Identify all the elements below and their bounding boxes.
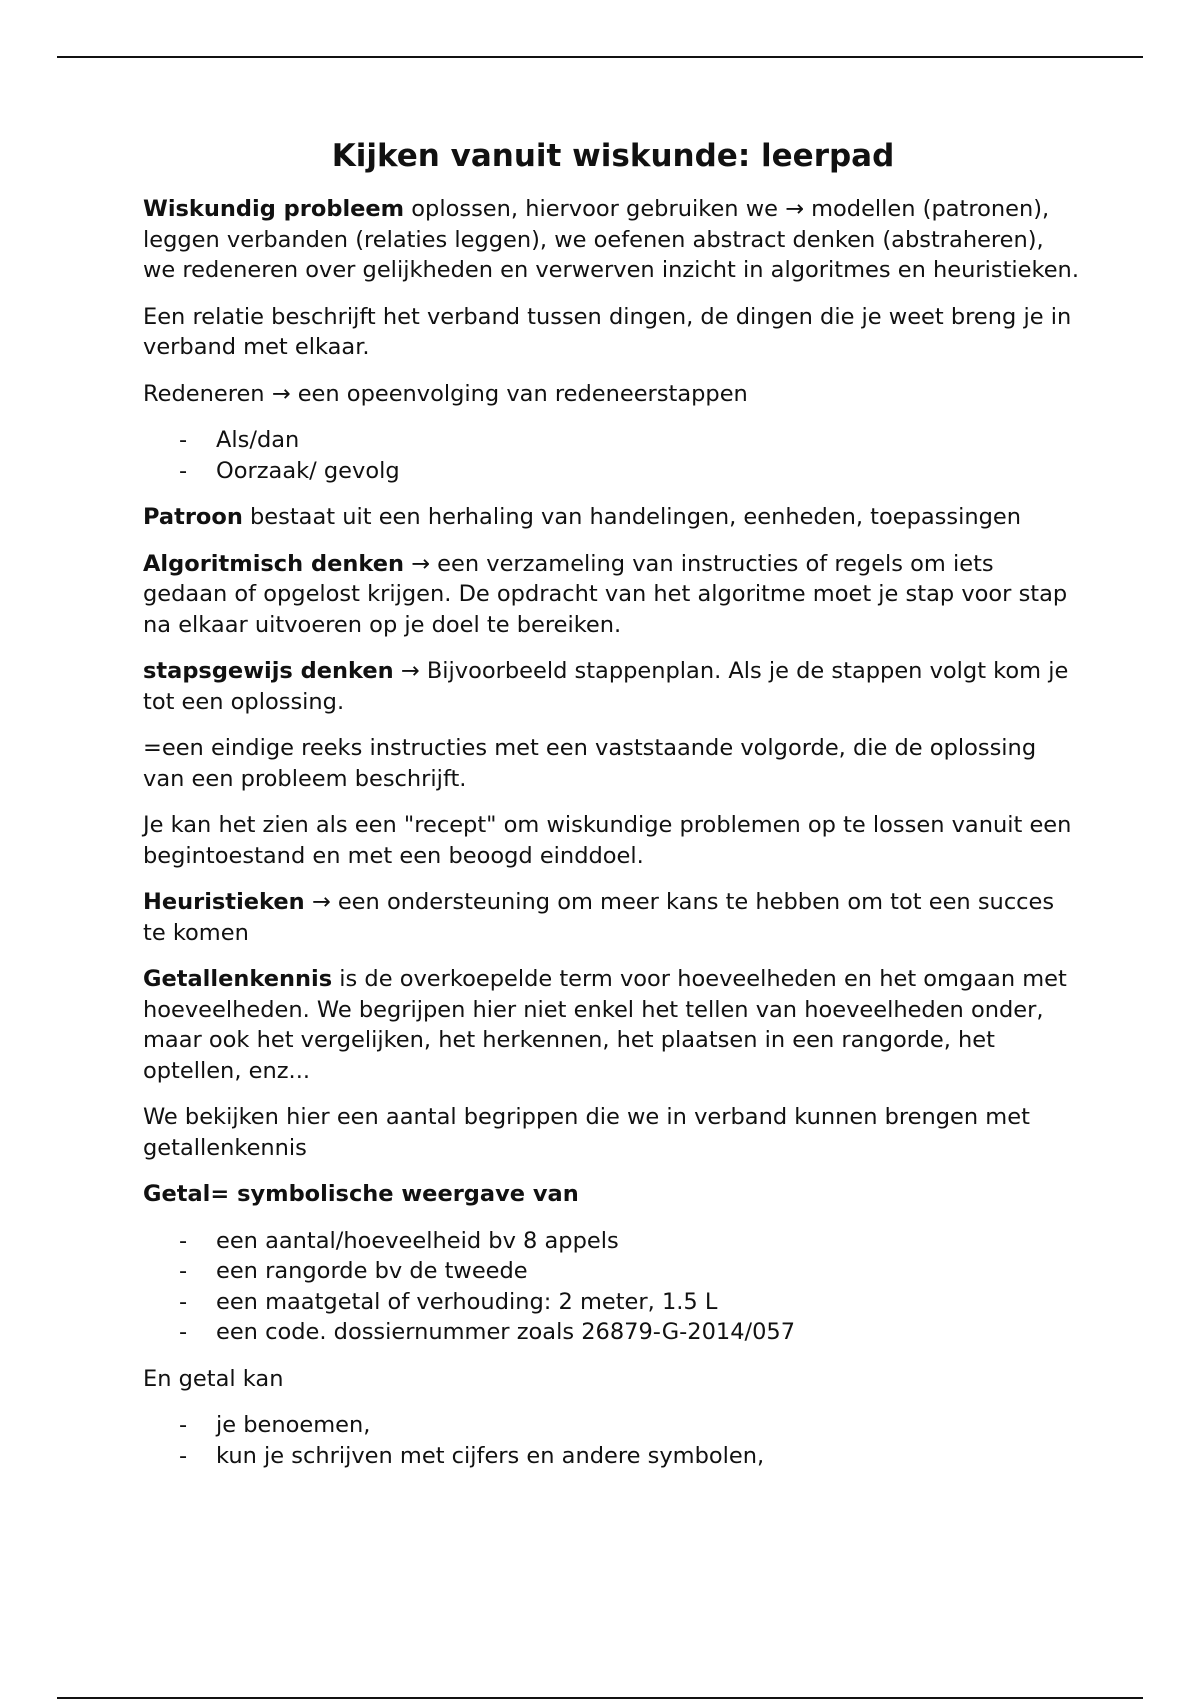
- bullet-dash: -: [179, 427, 188, 453]
- term-wiskundig-probleem: Wiskundig probleem: [143, 196, 405, 222]
- list-redeneren: [143, 425, 1083, 486]
- paragraph-redeneren: Redeneren → een opeenvolging van redeneerstappen: [143, 380, 748, 407]
- paragraph-recept: Je kan het zien als een "recept" om wiskundige problemen op te lossen vanuit een begintoestand en met een beoogd einddoel.: [143, 812, 1072, 869]
- list-item: [143, 1410, 1083, 1441]
- paragraph-wiskundig-probleem: [143, 194, 1083, 286]
- bullet-dash: -: [179, 1442, 188, 1469]
- paragraph-eindige-reeks: =een eindige reeks instructies met een vaststaande volgorde, die de oplossing van een probleem beschrijft.: [143, 735, 1037, 792]
- list-item: [143, 1226, 1083, 1257]
- term-getal: Getal= symbolische weergave van: [143, 1181, 579, 1207]
- term-stapsgewijs-denken: stapsgewijs denken: [143, 658, 394, 684]
- list-item: [143, 1287, 1083, 1318]
- term-heuristieken: Heuristieken: [143, 889, 305, 915]
- bottom-rule: [57, 1697, 1143, 1699]
- list-item-text: Als/dan: [216, 427, 300, 453]
- page-title: Kijken vanuit wiskunde: leerpad: [331, 138, 895, 174]
- paragraph-patroon: [143, 502, 1083, 533]
- list-item-text: je benoemen,: [216, 1412, 371, 1438]
- term-getallenkennis: Getallenkennis: [143, 966, 333, 992]
- paragraph-text: → een ondersteuning om meer kans te hebben om tot een succes te komen: [143, 889, 1055, 946]
- list-item: [143, 1441, 1083, 1472]
- paragraph-text: → een verzameling van instructies of regels om iets gedaan of opgelost krijgen. De opdracht van het algoritme moet je stap voor stap na elkaar uitvoeren op je doel te bereiken.: [143, 550, 1068, 638]
- list-getal-weergave: [143, 1226, 1083, 1348]
- top-rule: [57, 56, 1143, 58]
- document-body: [143, 136, 1083, 1487]
- list-item-text: een code. dossiernummer zoals 26879-G-2014/057: [216, 1319, 796, 1345]
- list-item: [143, 456, 1083, 487]
- paragraph-algoritmisch-denken: [143, 549, 1083, 641]
- list-item: [143, 425, 1083, 456]
- bullet-dash: -: [179, 1319, 188, 1345]
- bullet-dash: -: [179, 1412, 188, 1438]
- paragraph-getal-heading: [143, 1179, 1083, 1210]
- bullet-dash: -: [179, 457, 188, 484]
- list-item: [143, 1317, 1083, 1348]
- paragraph-getallenkennis: [143, 964, 1083, 1086]
- paragraph-begrippen: We bekijken hier een aantal begrippen die we in verband kunnen brengen met getallenkennis: [143, 1104, 1030, 1161]
- paragraph-heuristieken: [143, 887, 1083, 948]
- list-item-text: een rangorde bv de tweede: [216, 1258, 528, 1284]
- bullet-dash: -: [179, 1288, 188, 1315]
- paragraph-relatie: Een relatie beschrijft het verband tussen dingen, de dingen die je weet breng je in verband met elkaar.: [143, 303, 1072, 360]
- paragraph-text: oplossen, hiervoor gebruiken we → modellen (patronen), leggen verbanden (relaties leggen), we oefenen abstract denken (abstraheren), we redeneren over gelijkheden en verwerven inzicht in algoritmes en heuristieken.: [143, 196, 1079, 283]
- paragraph-en-getal-kan: En getal kan: [143, 1365, 284, 1392]
- list-item-text: een maatgetal of verhouding: 2 meter, 1.5 L: [216, 1288, 718, 1315]
- bullet-dash: -: [179, 1227, 188, 1254]
- bullet-dash: -: [179, 1258, 188, 1284]
- list-item-text: een aantal/hoeveelheid bv 8 appels: [216, 1227, 619, 1254]
- list-getal-kan: [143, 1410, 1083, 1471]
- paragraph-text: → Bijvoorbeeld stappenplan. Als je de stappen volgt kom je tot een oplossing.: [143, 658, 1069, 715]
- paragraph-text: bestaat uit een herhaling van handelingen, eenheden, toepassingen: [242, 504, 1021, 530]
- paragraph-stapsgewijs-denken: [143, 656, 1083, 717]
- term-algoritmisch-denken: Algoritmisch denken: [143, 550, 405, 577]
- list-item-text: kun je schrijven met cijfers en andere symbolen,: [216, 1442, 765, 1469]
- list-item: [143, 1256, 1083, 1287]
- list-item-text: Oorzaak/ gevolg: [216, 457, 400, 484]
- term-patroon: Patroon: [143, 504, 243, 530]
- paragraph-text: is de overkoepelde term voor hoeveelheden en het omgaan met hoeveelheden. We begrijpen hier niet enkel het tellen van hoeveelheden onder, maar ook het vergelijken, het herkennen, het plaatsen in een rangorde, het optellen, enz...: [143, 966, 1067, 1084]
